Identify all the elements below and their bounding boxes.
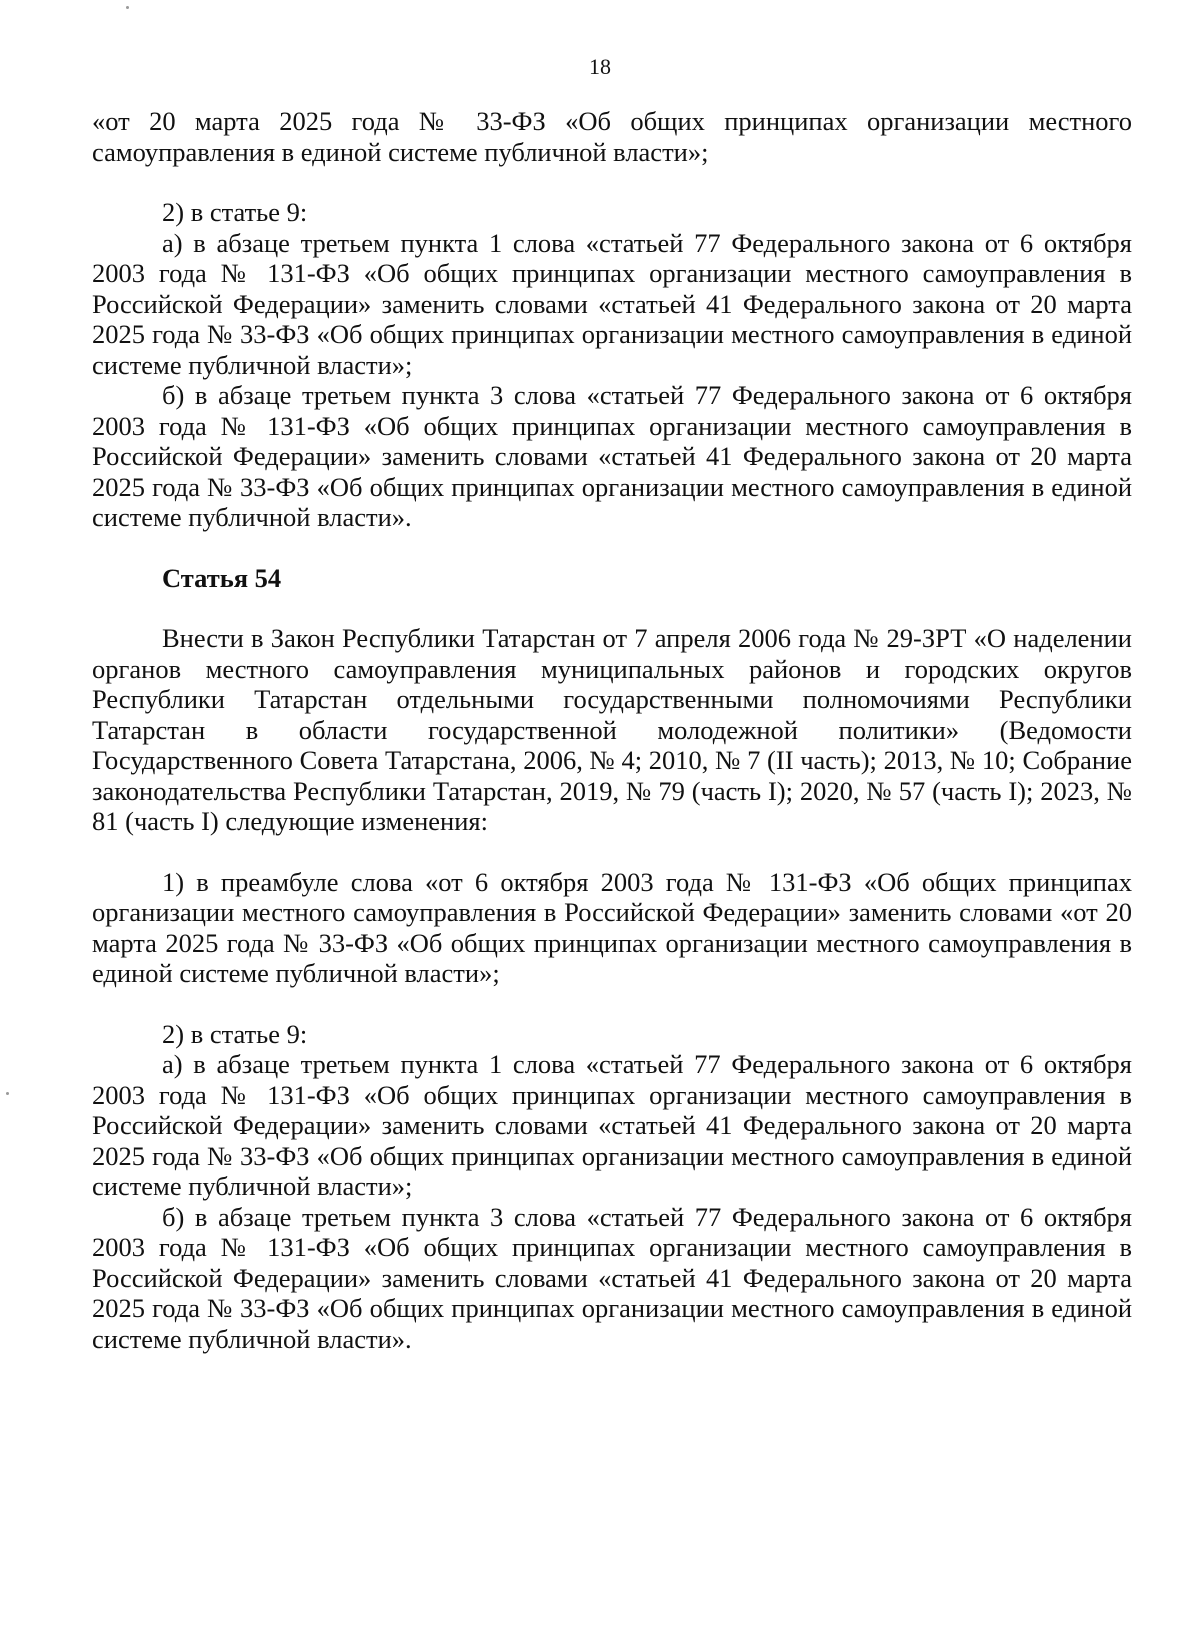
paragraph-item-2-title: 2) в статье 9:	[162, 197, 308, 227]
paragraph-item-2b: б) в абзаце третьем пункта 3 слова «статьей 77 Федерального закона от 6 октября 2003 года № 131-ФЗ «Об общих принципах организации местного самоуправления в Российской Федерации» заменить словами «статьей 41 Федерального закона от 20 марта 2025 года № 33-ФЗ «Об общих принципах организации местного самоуправления в единой системе публичной власти».	[92, 380, 1132, 532]
paragraph-item-1: 1) в преамбуле слова «от 6 октября 2003 года № 131-ФЗ «Об общих принципах организации местного самоуправления в Российской Федерации» заменить словами «от 20 марта 2025 года № 33-ФЗ «Об общих принципах организации местного самоуправления в единой системе публичной власти»;	[92, 866, 1132, 988]
paragraph-item-2-title: 2) в статье 9:	[162, 1018, 308, 1049]
article-intro-paragraph: Внести в Закон Республики Татарстан от 7 апреля 2006 года № 29-ЗРТ «О наделении органов местного самоуправления муниципальных районов и городских округов Республики Татарстан отдельными государственными полномочиями Республики Татарстан в области государственной молодежной политики» (Ведомости Государственного Совета Татарстана, 2006, № 4; 2010, № 7 (II часть); 2013, № 10; Собрание законодательства Республики Татарстан, 2019, № 79 (часть I); 2020, № 57 (часть I); 2023, № 81 (часть I) следующие изменения:	[92, 623, 1132, 836]
page-number: 18	[589, 54, 611, 79]
paragraph-item-2a: а) в абзаце третьем пункта 1 слова «статьей 77 Федерального закона от 6 октября 2003 года № 131-ФЗ «Об общих принципах организации местного самоуправления в Российской Федерации» заменить словами «статьей 41 Федерального закона от 20 марта 2025 года № 33-ФЗ «Об общих принципах организации местного самоуправления в единой системе публичной власти»;	[92, 1049, 1132, 1201]
article-heading: Статья 54	[162, 562, 282, 593]
paragraph-item-2a: а) в абзаце третьем пункта 1 слова «статьей 77 Федерального закона от 6 октября 2003 года № 131-ФЗ «Об общих принципах организации местного самоуправления в Российской Федерации» заменить словами «статьей 41 Федерального закона от 20 марта 2025 года № 33-ФЗ «Об общих принципах организации местного самоуправления в единой системе публичной власти»;	[92, 227, 1132, 380]
paragraph-continuation: «от 20 марта 2025 года № 33-ФЗ «Об общих принципах организации местного самоуправления в единой системе публичной власти»;	[92, 106, 1132, 167]
scan-speck	[6, 1092, 9, 1095]
paragraph-item-2b: б) в абзаце третьем пункта 3 слова «статьей 77 Федерального закона от 6 октября 2003 года № 131-ФЗ «Об общих принципах организации местного самоуправления в Российской Федерации» заменить словами «статьей 41 Федерального закона от 20 марта 2025 года № 33-ФЗ «Об общих принципах организации местного самоуправления в единой системе публичной власти».	[92, 1201, 1132, 1354]
document-body	[92, 106, 1132, 1354]
scan-speck	[126, 6, 129, 9]
